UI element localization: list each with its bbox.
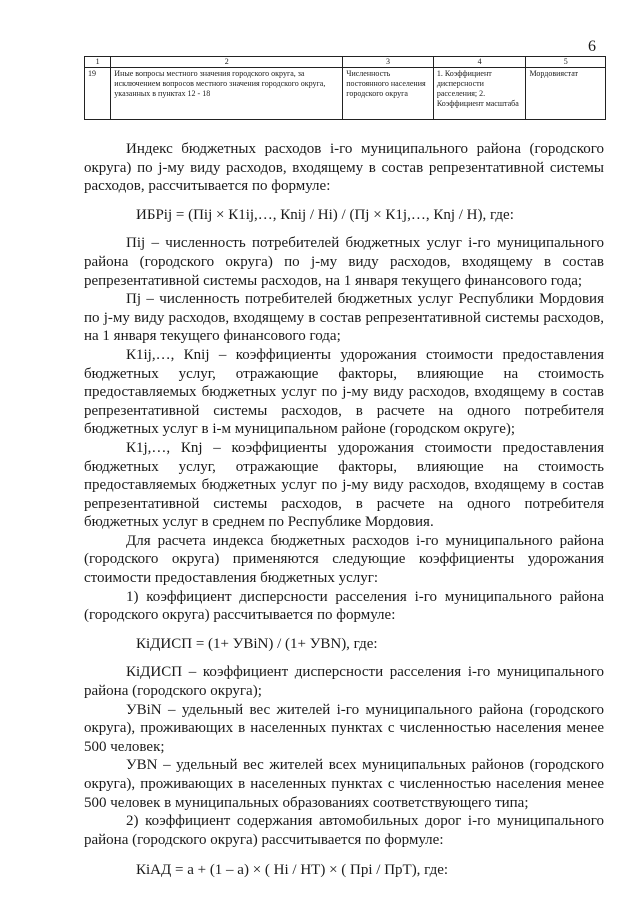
formula-kdisp: КiДИСП = (1+ УВiN) / (1+ УВN), где: [136,635,378,652]
column-number-row [85,57,606,68]
paragraph: К1j,…, Кnj – коэффициенты удорожания стоимости предоставления бюджетных услуг, отражающие факторы, влияющие на стоимость предоставляемых бюджетных услуг по j-му виду расходов, входящему в состав репрезентативной системы расходов, в расчете на одного потребителя бюджетных услуг в среднем по Республике Мордовия. [84,439,604,531]
coefficients-cell: 1. Коэффициент дисперсности расселения; 2. Коэффициент масштаба [433,68,526,120]
table-row [85,68,606,120]
paragraph: К1ij,…, Кnij – коэффициенты удорожания стоимости предоставления бюджетных услуг, отражающие факторы, влияющие на стоимость предоставляемых бюджетных услуг по j-му виду расходов, входящему в состав репрезентативной системы расходов, в расчете на одного потребителя бюджетных услуг в i-м муниципальном районе (городском округе); [84,346,604,438]
paragraph: Пj – численность потребителей бюджетных услуг Республики Мордовия по j-му виду расходов, входящему в состав репрезентативной системы расходов, на 1 января текущего финансового года; [84,291,604,345]
formula-kad: КiАД = а + (1 – а) × ( Нi / НТ) × ( Прi / ПрТ), где: [136,862,449,879]
paragraph: УВN – удельный вес жителей всех муниципальных районов (городского округа), проживающих в населенных пунктах с численностью населения менее 500 человек в муниципальных образованиях соответствующего типа; [84,757,604,811]
indicator-cell: Численность постоянного населения городского округа [343,68,434,120]
issue-cell: Иные вопросы местного значения городского округа, за исключением вопросов местного значения городского округа, указанных в пунктах 12 - 18 [111,68,343,120]
source-cell: Мордовиястат [526,68,606,120]
column-number: 1 [85,57,111,68]
column-number: 4 [433,57,526,68]
column-number: 2 [111,57,343,68]
document-body [84,140,604,880]
header-table [84,56,606,120]
formula-ibr: ИБРij = (Пij × К1ij,…, Кnij / Нi) / (Пj × К1j,…, Кnj / Н), где: [136,206,514,223]
paragraph: Пij – численность потребителей бюджетных услуг i-го муниципального района (городского округа) по j-му виду расходов, входящему в состав репрезентативной системы расходов, на 1 января текущего финансового года; [84,235,604,289]
paragraph: 1) коэффициент дисперсности расселения i-го муниципального района (городского округа) рассчитывается по формуле: [84,588,604,624]
row-number-cell: 19 [85,68,111,120]
paragraph: 2) коэффициент содержания автомобильных дорог i-го муниципального района (городского округа) рассчитывается по формуле: [84,813,604,848]
column-number: 5 [526,57,606,68]
page-number: 6 [588,38,596,55]
column-number: 3 [343,57,434,68]
paragraph: КiДИСП – коэффициент дисперсности расселения i-го муниципального района (городского округа); [84,664,604,700]
paragraph: Для расчета индекса бюджетных расходов i-го муниципального района (городского округа) применяются следующие коэффициенты удорожания стоимости предоставления бюджетных услуг: [84,532,604,587]
paragraph: УВiN – удельный вес жителей i-го муниципального района (городского округа), проживающих в населенных пунктах с численностью населения менее 500 человек; [84,701,604,755]
paragraph: Индекс бюджетных расходов i-го муниципального района (городского округа) по j-му виду расходов, входящему в состав репрезентативной системы расходов, рассчитывается по формуле: [84,141,604,195]
